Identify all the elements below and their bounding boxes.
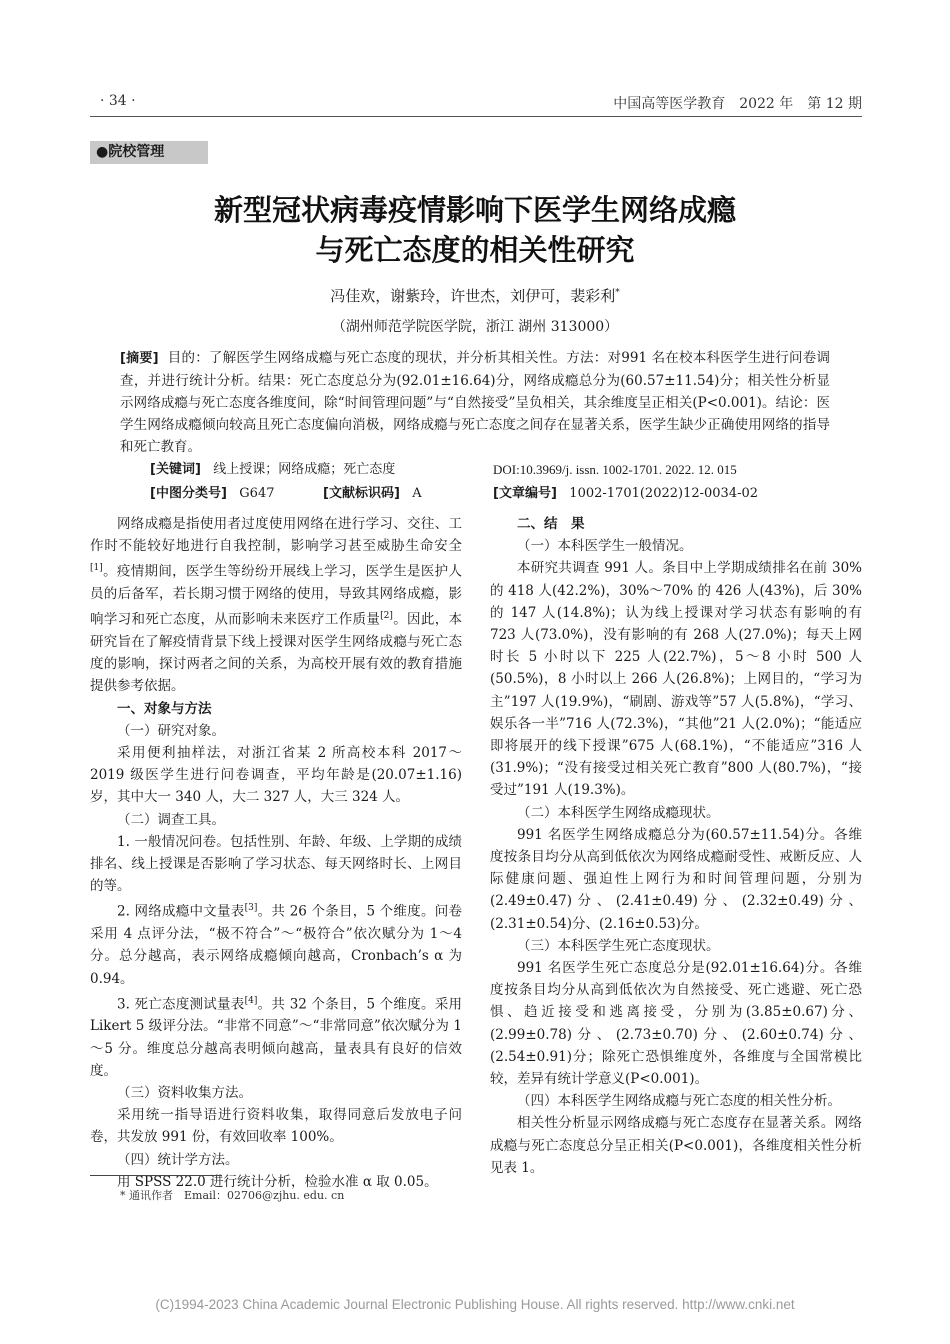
abstract-label: [摘要] [120, 351, 159, 366]
heading-subjects: （一）研究对象。 [117, 722, 225, 739]
keywords-label: [关键词] [150, 462, 201, 477]
intro-text-b: 。疫情期间，医学生等纷纷开展线上学习，医学生是医护人员的后备军，若长期习惯于网络的使用，导致其网络成瘾，影响学习和死亡态度，从而影响未来医疗工作质量 [90, 563, 462, 628]
clc-value: G647 [239, 486, 275, 501]
doc-code [323, 483, 422, 505]
abstract [120, 347, 830, 458]
journal-issue: 中国高等医学教育 2022 年 第 12 期 [613, 96, 862, 112]
tool3-paragraph [90, 990, 462, 1082]
article-no [493, 483, 758, 505]
collection-paragraph: 采用统一指导语进行资料收集，取得同意后发放电子问卷，共发放 991 份，有效回收率 100%。 [90, 1107, 462, 1146]
citation-2: [2] [380, 611, 393, 622]
heading-tools: （二）调查工具。 [117, 811, 225, 828]
heading-collection: （三）资料收集方法。 [117, 1085, 252, 1102]
citation-1: [1] [90, 563, 103, 574]
doc-code-value: A [412, 486, 422, 501]
citation-4: [4] [244, 995, 258, 1006]
heading-death-attitude: （三）本科医学生死亡态度现状。 [517, 937, 720, 954]
clc-label: [中图分类号] [150, 486, 227, 501]
tool1-paragraph: 1. 一般情况问卷。包括性别、年龄、年级、上学期的成绩排名、线上授课是否影响了学习状态、每天网络时长、上网目的等。 [90, 833, 462, 895]
citation-3: [3] [244, 903, 258, 914]
left-column [90, 513, 462, 1193]
tool3-text-b: 。共 32 个条目，5 个维度。采用 Likert 5 级评分法。“非常不同意”～“非常同意”依次赋分为 1～5 分。维度总分越高表明倾向越高，量表具有良好的信效度。 [90, 996, 462, 1079]
title-line-1: 新型冠状病毒疫情影响下医学生网络成瘾 [213, 193, 736, 227]
footnote-rule [90, 1175, 222, 1176]
heading-correlation: （四）本科医学生网络成瘾与死亡态度的相关性分析。 [517, 1093, 841, 1110]
article-no-label: [文章编号] [493, 486, 557, 501]
author-names: 冯佳欢，谢紫玲，许世杰，刘伊可，裴彩利 [330, 287, 616, 305]
intro-paragraph [90, 513, 462, 698]
section-tag: ●院校管理 [90, 141, 208, 164]
general-paragraph: 本研究共调查 991 人。条目中上学期成绩排名在前 30% 的 418 人(42.2%)，30%～70% 的 426 人(43%)，后 30% 的 147 人(14.8%)；认为线上授课对学习状态有影响的有 723 人(73.0%)，没有影响的有 268 人(27.0%)；每天上网时长 5 小时以下 225 人(22.7%)，5～8 小时 500 人(50.5%)，8 小时以上 266 人(26.8%)；上网目的，“学习为主”197 人(19.9%)，“刷剧、游戏等”57 人(5.8%)，“学习、娱乐各一半”716 人(72.3%)，“其他”21 人(2.0%)；“能适应即将展开的线下授课”675 人(68.1%)，“不能适应”316 人(31.9%)；“没有接受过相关死亡教育”800 人(80.7%)，“接受过”191 人(19.3%)。 [490, 560, 862, 799]
heading-results: 二、结 果 [517, 516, 585, 532]
authors [0, 285, 950, 306]
copyright-footer: (C)1994-2023 China Academic Journal Electronic Publishing House. All rights reserved. http://www.cnki.net [155, 1297, 795, 1312]
heading-addiction: （二）本科医学生网络成瘾现状。 [517, 804, 720, 821]
header-rule [90, 116, 862, 117]
article-no-value: 1002-1701(2022)12-0034-02 [569, 486, 759, 501]
page-number: · 34 · [100, 93, 136, 109]
addiction-paragraph: 991 名医学生网络成瘾总分为(60.57±11.54)分。各维度按条目均分从高到低依次为网络成瘾耐受性、戒断反应、人际健康问题、强迫性上网行为和时间管理问题，分别为(2.49±0.47)分、(2.41±0.49)分、(2.32±0.49)分、(2.31±0.54)分、(2.16±0.53)分。 [490, 826, 862, 932]
tool2-text-a: 2. 网络成瘾中文量表 [117, 903, 245, 920]
intro-text-a: 网络成瘾是指使用者过度使用网络在进行学习、交往、工作时不能较好地进行自我控制，影响学习甚至威胁生命安全 [90, 516, 462, 555]
title-line-2: 与死亡态度的相关性研究 [315, 233, 635, 267]
tool3-text-a: 3. 死亡态度测试量表 [117, 996, 245, 1013]
tool2-text-b: 。共 26 个条目，5 个维度。问卷采用 4 点评分法，“极不符合”～“极符合”依次赋分为 1～4 分。总分越高，表示网络成瘾倾向越高，Cronbach’s α 为 0.94。 [90, 903, 462, 987]
abstract-text: 目的：了解医学生网络成瘾与死亡态度的现状，并分析其相关性。方法：对991 名在校本科医学生进行问卷调查，并进行统计分析。结果：死亡态度总分为(92.01±16.64)分，网络成瘾总分为(60.57±11.54)分；相关性分析显示网络成瘾与死亡态度各维度间，除“时间管理问题”与“自然接受”呈负相关，其余维度呈正相关(P<0.001)。结论：医学生网络成瘾倾向较高且死亡态度偏向消极，网络成瘾与死亡态度之间存在显著关系，医学生缺少正确使用网络的指导和死亡教育。 [120, 350, 830, 455]
subjects-paragraph: 采用便利抽样法，对浙江省某 2 所高校本科 2017～2019 级医学生进行问卷调查，平均年龄是(20.07±1.16)岁，其中大一 340 人，大二 327 人，大三 324 人。 [90, 745, 462, 806]
tool2-paragraph [90, 897, 462, 989]
intro-text-c: 。因此，本研究旨在了解疫情背景下线上授课对医学生网络成瘾与死亡态度的影响，探讨两者之间的关系，为高校开展有效的教育措施提供参考依据。 [90, 611, 463, 695]
death-attitude-paragraph: 991 名医学生死亡态度总分是(92.01±16.64)分。各维度按条目均分从高到低依次为自然接受、死亡逃避、死亡恐惧、趋近接受和逃离接受，分别为(3.85±0.67)分、(2.99±0.78)分、(2.73±0.70)分、(2.60±0.74)分、(2.54±0.91)分；除死亡恐惧维度外，各维度与全国常模比较，差异有统计学意义(P<0.001)。 [490, 960, 862, 1088]
author-mark: * [615, 288, 620, 298]
heading-methods: 一、对象与方法 [117, 700, 212, 717]
right-column [490, 513, 862, 1179]
doi: DOI:10.3969/j. issn. 1002-1701. 2022. 12. 015 [493, 462, 737, 477]
clc [150, 483, 275, 505]
doc-code-label: [文献标识码] [323, 486, 400, 501]
footnote: * 通讯作者 Email：02706@zjhu. edu. cn [120, 1189, 345, 1202]
correlation-paragraph: 相关性分析显示网络成瘾与死亡态度存在显著关系。网络成瘾与死亡态度总分呈正相关(P<0.001)，各维度相关性分析见表 1。 [490, 1115, 862, 1176]
affiliation: （湖州师范学院医学院，浙江 湖州 313000） [331, 319, 619, 335]
keywords-value: 线上授课；网络成瘾；死亡态度 [213, 462, 396, 477]
heading-general: （一）本科医学生一般情况。 [517, 538, 693, 555]
keywords [150, 459, 395, 481]
heading-statistics: （四）统计学方法。 [117, 1151, 239, 1168]
statistics-paragraph: 用 SPSS 22.0 进行统计分析，检验水准 α 取 0.05。 [117, 1173, 438, 1190]
